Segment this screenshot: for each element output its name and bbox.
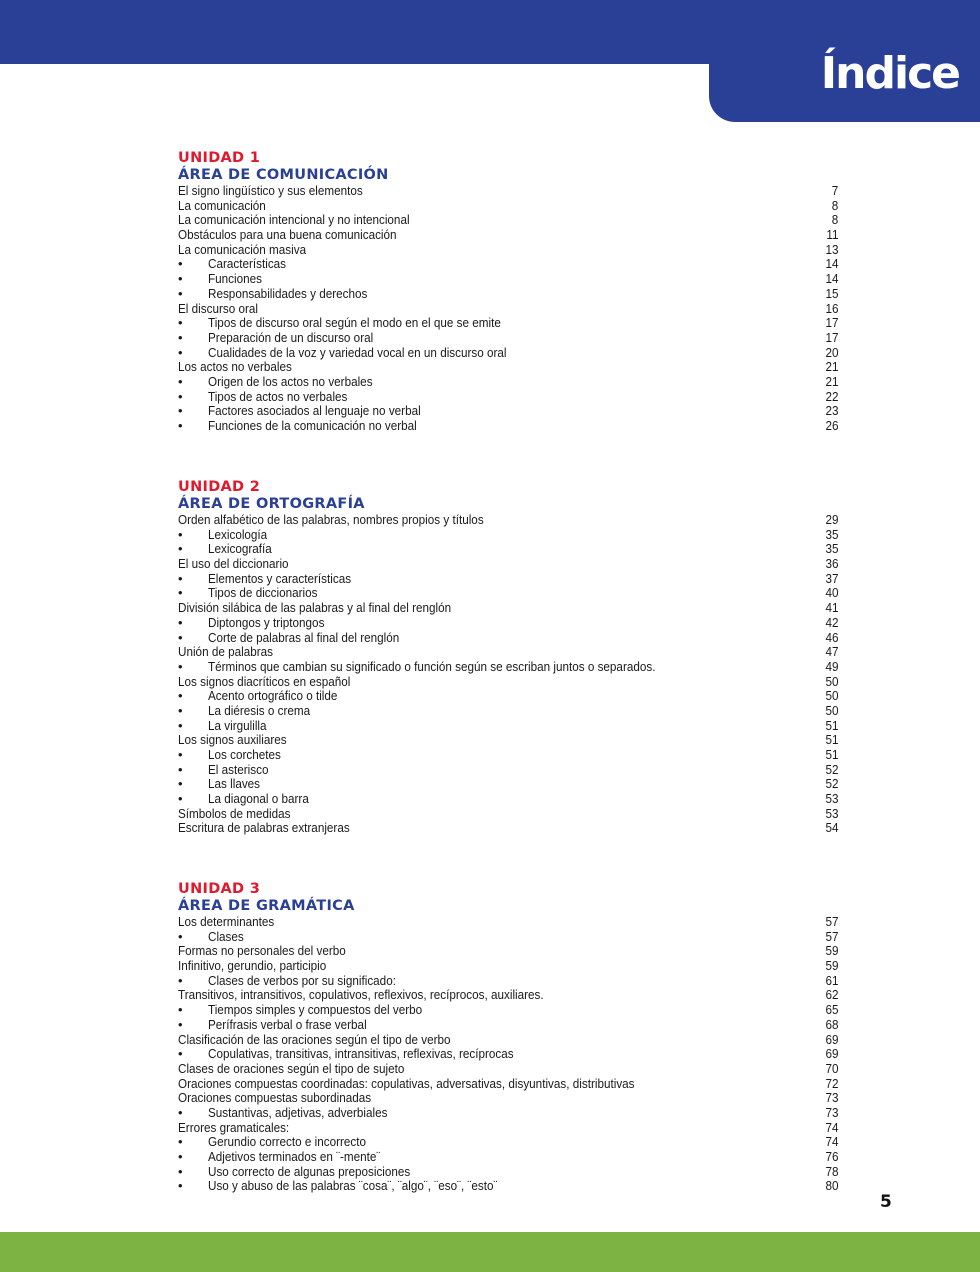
toc-entry bbox=[178, 689, 838, 704]
bullet-icon: • bbox=[178, 1016, 183, 1032]
toc-entry-page: 74 bbox=[824, 1119, 838, 1135]
footer-bar bbox=[0, 1232, 980, 1272]
toc-entry-title: Transitivos, intransitivos, copulativos, reflexivos, recíprocos, auxiliares. bbox=[178, 987, 544, 1003]
page-title: Índice bbox=[820, 48, 959, 99]
toc-entry bbox=[178, 719, 838, 734]
toc-entry-page: 52 bbox=[824, 761, 838, 777]
toc-entry-page: 47 bbox=[824, 644, 838, 660]
toc-entry-title: Uso correcto de algunas preposiciones bbox=[208, 1163, 411, 1179]
bullet-icon: • bbox=[178, 403, 183, 419]
toc-entry bbox=[178, 528, 838, 543]
toc-entry-title: La virgulilla bbox=[208, 717, 267, 733]
toc-entry-page: 70 bbox=[824, 1060, 838, 1076]
toc-entry-title: Clasificación de las oraciones según el tipo de verbo bbox=[178, 1031, 451, 1047]
toc-entry-page: 40 bbox=[824, 585, 838, 601]
toc-entry-title: Tipos de actos no verbales bbox=[208, 388, 348, 404]
toc-entry bbox=[178, 645, 838, 660]
toc-entry-page: 51 bbox=[824, 717, 838, 733]
bullet-icon: • bbox=[178, 614, 183, 630]
unit-area-title: ÁREA DE GRAMÁTICA bbox=[178, 898, 355, 914]
toc-entry-title: La comunicación intencional y no intencional bbox=[178, 212, 410, 228]
toc-entry-title: El signo lingüístico y sus elementos bbox=[178, 183, 363, 198]
toc-entry-title: Tipos de discurso oral según el modo en el que se emite bbox=[208, 315, 501, 331]
toc-entry-page: 50 bbox=[824, 673, 838, 689]
toc-entry-title: Uso y abuso de las palabras ¨cosa¨, ¨algo¨, ¨eso¨, ¨esto¨ bbox=[208, 1178, 498, 1194]
unit-label: UNIDAD 3 bbox=[178, 881, 261, 897]
toc-entry-page: 21 bbox=[824, 359, 838, 375]
bullet-icon: • bbox=[178, 791, 183, 807]
toc-entry-page: 50 bbox=[824, 702, 838, 718]
toc-entry-page: 13 bbox=[824, 241, 838, 257]
toc-entry-title: La comunicación bbox=[178, 197, 266, 213]
toc-entry bbox=[178, 988, 838, 1003]
toc-entry bbox=[178, 748, 838, 763]
toc-entry-page: 26 bbox=[824, 418, 838, 433]
toc-entry bbox=[178, 1135, 838, 1150]
toc-entry-title: La diagonal o barra bbox=[208, 791, 309, 807]
toc-entry bbox=[178, 1033, 838, 1048]
toc-entry-page: 8 bbox=[831, 197, 838, 213]
toc-entry-title: Responsabilidades y derechos bbox=[208, 285, 368, 301]
unit-section-3 bbox=[178, 881, 838, 1194]
toc-entry-title: División silábica de las palabras y al final del renglón bbox=[178, 600, 452, 616]
toc-entry-page: 36 bbox=[824, 556, 838, 572]
toc-entry-title: Los signos diacríticos en español bbox=[178, 673, 351, 689]
toc-entry-page: 61 bbox=[824, 972, 838, 988]
toc-entry-title: Cualidades de la voz y variedad vocal en un discurso oral bbox=[208, 344, 507, 360]
bullet-icon: • bbox=[178, 1104, 183, 1120]
toc-entry-title: La comunicación masiva bbox=[178, 241, 307, 257]
toc-entry-page: 73 bbox=[824, 1104, 838, 1120]
toc-entry bbox=[178, 272, 838, 287]
toc-entry-page: 73 bbox=[824, 1090, 838, 1106]
toc-entry-page: 14 bbox=[824, 256, 838, 272]
toc-entry-page: 59 bbox=[824, 958, 838, 974]
bullet-icon: • bbox=[178, 717, 183, 733]
toc-entry-title: Sustantivas, adjetivas, adverbiales bbox=[208, 1104, 388, 1120]
toc-entry-page: 21 bbox=[824, 373, 838, 389]
toc-entry-title: Acento ortográfico o tilde bbox=[208, 688, 338, 704]
toc-entry bbox=[178, 1062, 838, 1077]
toc-entry-page: 29 bbox=[824, 512, 838, 527]
toc-entry-title: Los actos no verbales bbox=[178, 359, 292, 375]
toc-entry-page: 49 bbox=[824, 658, 838, 674]
bullet-icon: • bbox=[178, 1178, 183, 1194]
toc-entry-title: Características bbox=[208, 256, 287, 272]
toc-entry-page: 8 bbox=[831, 212, 838, 228]
bullet-icon: • bbox=[178, 761, 183, 777]
bullet-icon: • bbox=[178, 256, 183, 272]
toc-entry bbox=[178, 777, 838, 792]
toc-entry bbox=[178, 1018, 838, 1033]
toc-entry-title: Clases bbox=[208, 928, 244, 944]
bullet-icon: • bbox=[178, 1163, 183, 1179]
toc-entry bbox=[178, 1121, 838, 1136]
toc-entry-page: 11 bbox=[825, 227, 838, 243]
toc-entry bbox=[178, 184, 838, 199]
bullet-icon: • bbox=[178, 329, 183, 345]
toc-entry-title: Las llaves bbox=[208, 776, 261, 792]
toc-entry bbox=[178, 616, 838, 631]
unit-section-1 bbox=[178, 150, 838, 434]
toc-entry bbox=[178, 601, 838, 616]
toc-entry-title: Infinitivo, gerundio, participio bbox=[178, 958, 327, 974]
toc-entry bbox=[178, 660, 838, 675]
unit-area-title: ÁREA DE ORTOGRAFÍA bbox=[178, 496, 365, 512]
toc-entry-title: Los determinantes bbox=[178, 914, 275, 929]
toc-entry-title: Gerundio correcto e incorrecto bbox=[208, 1134, 367, 1150]
bullet-icon: • bbox=[178, 658, 183, 674]
bullet-icon: • bbox=[178, 972, 183, 988]
toc-entry-title: Funciones de la comunicación no verbal bbox=[208, 418, 417, 433]
toc-entry-title: Tipos de diccionarios bbox=[208, 585, 318, 601]
toc-entry bbox=[178, 675, 838, 690]
toc-entry bbox=[178, 375, 838, 390]
unit-label: UNIDAD 1 bbox=[178, 150, 261, 166]
toc-entry-title: Obstáculos para una buena comunicación bbox=[178, 227, 397, 243]
toc-entry bbox=[178, 419, 838, 434]
toc-entry bbox=[178, 199, 838, 214]
toc-entry-page: 65 bbox=[824, 1002, 838, 1018]
toc-entry bbox=[178, 807, 838, 822]
toc-entry bbox=[178, 733, 838, 748]
toc-entry-page: 53 bbox=[824, 791, 838, 807]
toc-entry bbox=[178, 404, 838, 419]
header-tab bbox=[709, 40, 980, 122]
toc-entry-title: Escritura de palabras extranjeras bbox=[178, 820, 350, 836]
toc-entry-title: Clases de verbos por su significado: bbox=[208, 972, 396, 988]
toc-entry bbox=[178, 228, 838, 243]
toc-entry-page: 50 bbox=[824, 688, 838, 704]
toc-entry bbox=[178, 243, 838, 258]
toc-entry-title: Orden alfabético de las palabras, nombres propios y títulos bbox=[178, 512, 484, 527]
bullet-icon: • bbox=[178, 526, 183, 542]
toc-entry-title: Términos que cambian su significado o función según se escriban juntos o separados. bbox=[208, 658, 656, 674]
toc-entry-title: Corte de palabras al final del renglón bbox=[208, 629, 400, 645]
bullet-icon: • bbox=[178, 344, 183, 360]
toc-entry-page: 41 bbox=[824, 600, 838, 616]
unit-label: UNIDAD 2 bbox=[178, 479, 261, 495]
bullet-icon: • bbox=[178, 1046, 183, 1062]
toc-entry-page: 51 bbox=[824, 732, 838, 748]
toc-entry-page: 54 bbox=[824, 820, 838, 836]
toc-entry-title: Los signos auxiliares bbox=[178, 732, 287, 748]
bullet-icon: • bbox=[178, 285, 183, 301]
toc-entry-page: 46 bbox=[824, 629, 838, 645]
toc-entry-title: Formas no personales del verbo bbox=[178, 943, 346, 959]
toc-entry-title: Errores gramaticales: bbox=[178, 1119, 290, 1135]
toc-entry bbox=[178, 542, 838, 557]
toc-entry bbox=[178, 390, 838, 405]
toc-entry-page: 52 bbox=[824, 776, 838, 792]
bullet-icon: • bbox=[178, 747, 183, 762]
toc-entry bbox=[178, 704, 838, 719]
toc-entry-page: 80 bbox=[824, 1178, 838, 1194]
toc-entry-title: Preparación de un discurso oral bbox=[208, 329, 374, 345]
toc-entry bbox=[178, 1179, 838, 1194]
bullet-icon: • bbox=[178, 541, 183, 557]
bullet-icon: • bbox=[178, 776, 183, 792]
toc-entry-page: 78 bbox=[824, 1163, 838, 1179]
toc-entry-title: Funciones bbox=[208, 271, 262, 287]
bullet-icon: • bbox=[178, 418, 183, 433]
toc-entry-title: Los corchetes bbox=[208, 747, 281, 762]
toc-entry-page: 15 bbox=[824, 285, 838, 301]
toc-entry bbox=[178, 1150, 838, 1165]
unit-area-title: ÁREA DE COMUNICACIÓN bbox=[178, 167, 389, 183]
toc-list bbox=[178, 184, 838, 434]
toc-entry-page: 16 bbox=[824, 300, 838, 316]
toc-list bbox=[178, 513, 838, 836]
unit-section-2 bbox=[178, 479, 838, 836]
toc-entry-page: 20 bbox=[824, 344, 838, 360]
bullet-icon: • bbox=[178, 373, 183, 389]
toc-entry-title: Elementos y características bbox=[208, 570, 352, 586]
toc-entry-title: El asterisco bbox=[208, 761, 269, 777]
toc-entry bbox=[178, 915, 838, 930]
toc-entry bbox=[178, 763, 838, 778]
toc-entry-page: 69 bbox=[824, 1046, 838, 1062]
bullet-icon: • bbox=[178, 585, 183, 601]
toc-entry bbox=[178, 586, 838, 601]
toc-entry-page: 57 bbox=[824, 928, 838, 944]
toc-entry bbox=[178, 1165, 838, 1180]
toc-entry bbox=[178, 944, 838, 959]
toc-entry bbox=[178, 631, 838, 646]
toc-entry-title: Lexicografía bbox=[208, 541, 272, 557]
toc-entry-title: El uso del diccionario bbox=[178, 556, 289, 572]
toc-entry bbox=[178, 513, 838, 528]
toc-entry bbox=[178, 1077, 838, 1092]
toc-entry-title: Oraciones compuestas coordinadas: copulativas, adversativas, disyuntivas, distributivas bbox=[178, 1075, 635, 1091]
bullet-icon: • bbox=[178, 629, 183, 645]
bullet-icon: • bbox=[178, 928, 183, 944]
toc-entry bbox=[178, 974, 838, 989]
toc-entry-title: Copulativas, transitivas, intransitivas, reflexivas, recíprocas bbox=[208, 1046, 514, 1062]
toc-entry bbox=[178, 316, 838, 331]
toc-entry-title: Origen de los actos no verbales bbox=[208, 373, 373, 389]
toc-entry bbox=[178, 1106, 838, 1121]
toc-entry bbox=[178, 1091, 838, 1106]
toc-entry-title: Lexicología bbox=[208, 526, 268, 542]
toc-entry-title: Perífrasis verbal o frase verbal bbox=[208, 1016, 367, 1032]
toc-entry bbox=[178, 346, 838, 361]
toc-entry-page: 76 bbox=[824, 1149, 838, 1164]
toc-entry bbox=[178, 331, 838, 346]
toc-entry-title: Símbolos de medidas bbox=[178, 805, 291, 821]
toc-entry bbox=[178, 821, 838, 836]
toc-entry-title: Diptongos y triptongos bbox=[208, 614, 325, 630]
toc-entry-page: 68 bbox=[824, 1016, 838, 1032]
toc-entry-page: 74 bbox=[824, 1134, 838, 1150]
toc-entry-title: Factores asociados al lenguaje no verbal bbox=[208, 403, 421, 419]
toc-entry bbox=[178, 360, 838, 375]
toc-entry-page: 69 bbox=[824, 1031, 838, 1047]
bullet-icon: • bbox=[178, 271, 183, 287]
toc-entry bbox=[178, 1003, 838, 1018]
bullet-icon: • bbox=[178, 1134, 183, 1150]
toc-entry-page: 51 bbox=[824, 747, 838, 762]
bullet-icon: • bbox=[178, 688, 183, 704]
toc-entry-page: 72 bbox=[824, 1075, 838, 1091]
toc-entry bbox=[178, 287, 838, 302]
page-number: 5 bbox=[880, 1192, 892, 1212]
toc-entry-title: Clases de oraciones según el tipo de sujeto bbox=[178, 1060, 405, 1076]
toc-list bbox=[178, 915, 838, 1194]
bullet-icon: • bbox=[178, 570, 183, 586]
bullet-icon: • bbox=[178, 388, 183, 404]
toc-entry-title: Oraciones compuestas subordinadas bbox=[178, 1090, 372, 1106]
toc-entry-page: 59 bbox=[824, 943, 838, 959]
toc-entry-title: Adjetivos terminados en ¨-mente¨ bbox=[208, 1149, 381, 1164]
toc-entry bbox=[178, 959, 838, 974]
toc-entry-page: 53 bbox=[824, 805, 838, 821]
toc-entry bbox=[178, 302, 838, 317]
toc-entry-page: 37 bbox=[824, 570, 838, 586]
toc-entry-page: 7 bbox=[831, 183, 838, 198]
toc-entry-title: La diéresis o crema bbox=[208, 702, 311, 718]
toc-entry bbox=[178, 792, 838, 807]
toc-entry-page: 23 bbox=[824, 403, 838, 419]
toc-entry-page: 57 bbox=[824, 914, 838, 929]
bullet-icon: • bbox=[178, 1149, 183, 1164]
toc-entry bbox=[178, 257, 838, 272]
toc-entry-title: Unión de palabras bbox=[178, 644, 273, 660]
toc-entry-page: 35 bbox=[824, 526, 838, 542]
bullet-icon: • bbox=[178, 702, 183, 718]
toc-entry-title: El discurso oral bbox=[178, 300, 258, 316]
toc-entry-page: 62 bbox=[824, 987, 838, 1003]
toc-entry-page: 17 bbox=[824, 315, 838, 331]
bullet-icon: • bbox=[178, 1002, 183, 1018]
toc-entry-page: 42 bbox=[824, 614, 838, 630]
toc-entry-page: 35 bbox=[824, 541, 838, 557]
toc-entry bbox=[178, 213, 838, 228]
toc-entry-page: 17 bbox=[824, 329, 838, 345]
toc-entry bbox=[178, 1047, 838, 1062]
bullet-icon: • bbox=[178, 315, 183, 331]
toc-entry bbox=[178, 557, 838, 572]
toc-entry-page: 14 bbox=[824, 271, 838, 287]
toc-entry bbox=[178, 930, 838, 945]
toc-entry bbox=[178, 572, 838, 587]
toc-entry-page: 22 bbox=[824, 388, 838, 404]
toc-entry-title: Tiempos simples y compuestos del verbo bbox=[208, 1002, 423, 1018]
